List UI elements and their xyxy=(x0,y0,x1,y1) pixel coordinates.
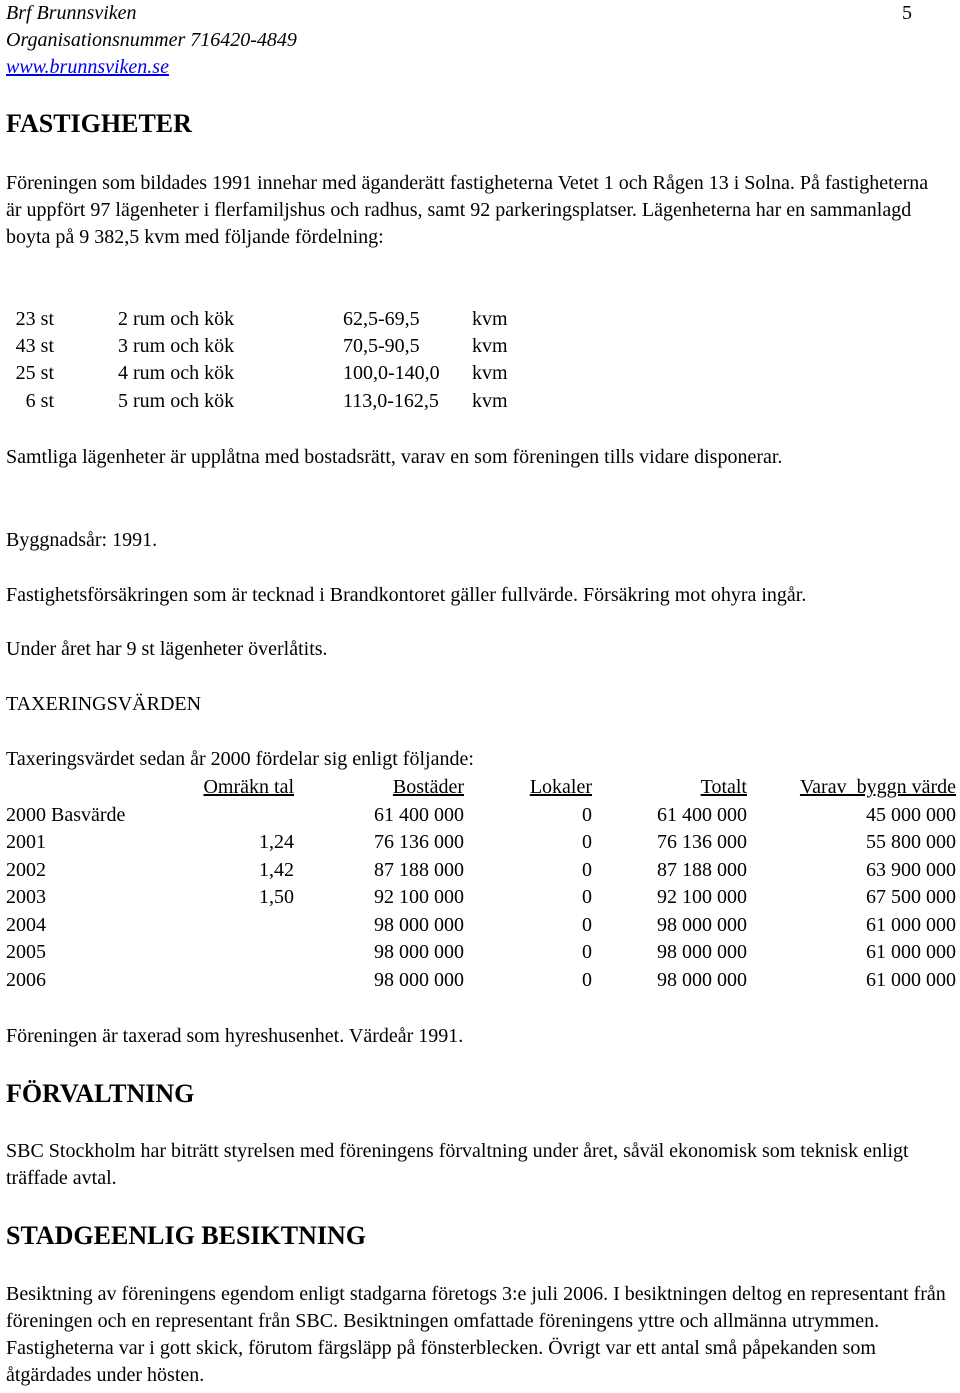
unit-count: 23 st xyxy=(15,308,54,330)
lokaler-cell: 0 xyxy=(582,804,592,826)
column-header-totalt: Totalt xyxy=(700,776,747,798)
unit-count: 25 st xyxy=(15,362,54,384)
varav-cell: 67 500 000 xyxy=(866,886,956,908)
unit-rooms: 5 rum och kök xyxy=(118,390,235,412)
page-number: 5 xyxy=(902,2,912,24)
byggnadsar-text: Byggnadsår: 1991. xyxy=(6,529,158,551)
unit-rooms: 4 rum och kök xyxy=(118,362,235,384)
taxering-note: Föreningen är taxerad som hyreshusenhet. Värdeår 1991. xyxy=(6,1025,464,1047)
varav-cell: 61 000 000 xyxy=(866,914,956,936)
besiktning-text: Besiktning av föreningens egendom enligt stadgarna företogs 3:e juli 2006. I besiktningen deltog en representant från föreningen och en representant från SBC. Besiktningen omfattade föreningens yttre och allmänna utrymmen. Fastigheterna var i gott skick, förutom färgsläpp på fönsterblecken. Övrigt var ett antal små påpekanden som åtgärdades under hösten. xyxy=(6,1283,946,1386)
lokaler-cell: 0 xyxy=(582,886,592,908)
year-cell: 2000 Basvärde xyxy=(6,804,126,826)
year-cell: 2004 xyxy=(6,914,46,936)
forvaltning-text: SBC Stockholm har biträtt styrelsen med föreningens förvaltning under året, såväl ekonomisk som teknisk enligt träffade avtal. xyxy=(6,1140,909,1189)
omrakn-cell: 1,42 xyxy=(259,859,294,881)
unit-row xyxy=(6,306,606,333)
table-row xyxy=(6,912,956,939)
totalt-cell: 98 000 000 xyxy=(657,969,747,991)
lokaler-cell: 0 xyxy=(582,941,592,963)
unit-area: 113,0-162,5 xyxy=(343,390,439,412)
column-header-omrakn-tal: Omräkn tal xyxy=(203,776,294,798)
unit-kvm: kvm xyxy=(472,390,508,412)
unit-row xyxy=(6,360,606,387)
unit-rooms: 2 rum och kök xyxy=(118,308,235,330)
year-cell: 2002 xyxy=(6,859,46,881)
lokaler-cell: 0 xyxy=(582,914,592,936)
totalt-cell: 98 000 000 xyxy=(657,941,747,963)
year-cell: 2006 xyxy=(6,969,46,991)
website-link[interactable]: www.brunnsviken.se xyxy=(6,56,169,78)
taxering-header-row xyxy=(6,774,956,801)
totalt-cell: 92 100 000 xyxy=(657,886,747,908)
unit-kvm: kvm xyxy=(472,335,508,357)
year-cell: 2001 xyxy=(6,831,46,853)
unit-row xyxy=(6,388,606,415)
taxering-heading: TAXERINGSVÄRDEN xyxy=(6,693,202,715)
bostader-cell: 98 000 000 xyxy=(374,914,464,936)
totalt-cell: 76 136 000 xyxy=(657,831,747,853)
varav-cell: 61 000 000 xyxy=(866,969,956,991)
column-header-bostader: Bostäder xyxy=(392,776,464,798)
taxering-intro: Taxeringsvärdet sedan år 2000 fördelar sig enligt följande: xyxy=(6,748,474,770)
forvaltning-heading: FÖRVALTNING xyxy=(6,1079,195,1108)
totalt-cell: 98 000 000 xyxy=(657,914,747,936)
besiktning-heading: STADGEENLIG BESIKTNING xyxy=(6,1221,367,1250)
varav-cell: 63 900 000 xyxy=(866,859,956,881)
table-row xyxy=(6,857,956,884)
table-row xyxy=(6,802,956,829)
lokaler-cell: 0 xyxy=(582,859,592,881)
lokaler-cell: 0 xyxy=(582,831,592,853)
table-row xyxy=(6,829,956,856)
column-header-varav-byggn-varde: Varav byggn värde xyxy=(799,776,956,798)
bostader-cell: 87 188 000 xyxy=(374,859,464,881)
org-name: Brf Brunnsviken xyxy=(6,2,137,24)
lokaler-cell: 0 xyxy=(582,969,592,991)
fastigheter-heading: FASTIGHETER xyxy=(6,109,192,138)
unit-rooms: 3 rum och kök xyxy=(118,335,235,357)
unit-area: 62,5-69,5 xyxy=(343,308,420,330)
omrakn-cell: 1,50 xyxy=(259,886,294,908)
column-header-lokaler: Lokaler xyxy=(529,776,592,798)
year-cell: 2003 xyxy=(6,886,46,908)
varav-cell: 61 000 000 xyxy=(866,941,956,963)
table-row xyxy=(6,939,956,966)
totalt-cell: 61 400 000 xyxy=(657,804,747,826)
bostadsratt-text: Samtliga lägenheter är upplåtna med bostadsrätt, varav en som föreningen tills vidare disponerar. xyxy=(6,446,783,468)
bostader-cell: 98 000 000 xyxy=(374,941,464,963)
forsakring-text: Fastighetsförsäkringen som är tecknad i Brandkontoret gäller fullvärde. Försäkring mot ohyra ingår. xyxy=(6,584,807,606)
unit-count: 43 st xyxy=(15,335,54,357)
bostader-cell: 98 000 000 xyxy=(374,969,464,991)
unit-kvm: kvm xyxy=(472,362,508,384)
unit-area: 70,5-90,5 xyxy=(343,335,420,357)
varav-cell: 45 000 000 xyxy=(866,804,956,826)
unit-row xyxy=(6,333,606,360)
varav-cell: 55 800 000 xyxy=(866,831,956,853)
table-row xyxy=(6,884,956,911)
unit-kvm: kvm xyxy=(472,308,508,330)
unit-count: 6 st xyxy=(25,390,54,412)
unit-area: 100,0-140,0 xyxy=(343,362,440,384)
bostader-cell: 92 100 000 xyxy=(374,886,464,908)
bostader-cell: 76 136 000 xyxy=(374,831,464,853)
fastigheter-intro: Föreningen som bildades 1991 innehar med äganderätt fastigheterna Vetet 1 och Rågen 13 i Solna. På fastigheterna är uppfört 97 lägenheter i flerfamiljshus och radhus, samt 92 parkeringsplatser. Lägenheterna har en sammanlagd boyta på 9 382,5 kvm med följande fördelning: xyxy=(6,172,929,248)
totalt-cell: 87 188 000 xyxy=(657,859,747,881)
year-cell: 2005 xyxy=(6,941,46,963)
bostader-cell: 61 400 000 xyxy=(374,804,464,826)
table-row xyxy=(6,967,956,994)
org-number: Organisationsnummer 716420-4849 xyxy=(6,29,297,51)
omrakn-cell: 1,24 xyxy=(259,831,294,853)
overlatits-text: Under året har 9 st lägenheter överlåtits. xyxy=(6,638,328,660)
